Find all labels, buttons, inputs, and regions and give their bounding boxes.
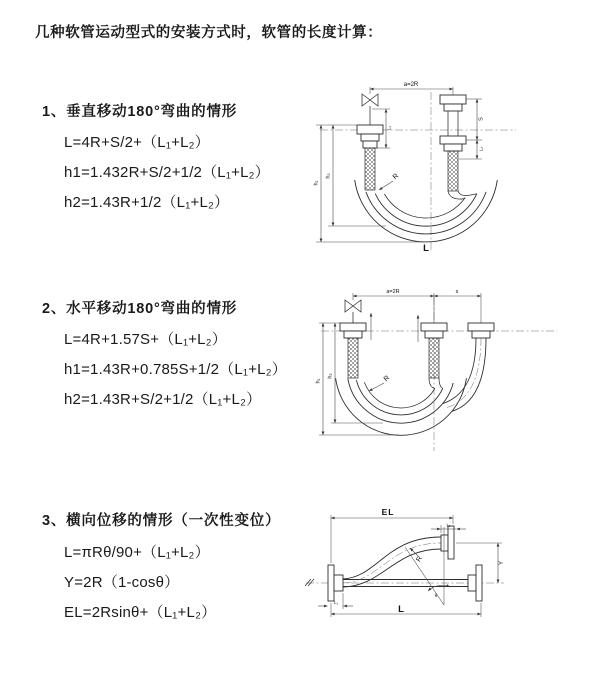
dim-label-l1-top: L₁ (446, 522, 451, 528)
hose-drawing (355, 180, 498, 242)
section1-heading: 1、垂直移动180°弯曲的情形 (42, 104, 238, 120)
section2-formula-h2: h2=1.43R+S/2+1/2（L₁+L₂） (64, 391, 262, 408)
dim-label-R: R (415, 555, 424, 564)
dim-label-a2r: a=2R (386, 289, 400, 295)
dim-label-l1: L₁ (386, 125, 392, 131)
dim-label-h2: h₂ (325, 173, 332, 179)
dim-label-h2: h₂ (327, 373, 334, 379)
right-end-fittings (440, 95, 466, 191)
dim-label-s: s (455, 289, 459, 295)
dim-label-theta: θ (434, 593, 438, 598)
middle-fitting (421, 323, 447, 378)
dim-label-l2: L₂ (478, 146, 484, 152)
centerlines (320, 92, 516, 250)
dim-label-R: R (391, 172, 401, 182)
left-flange (328, 565, 343, 601)
diagram-vertical-180-bend (308, 78, 553, 253)
section2-formula-h1: h1=1.43R+0.785S+1/2（L₁+L₂） (64, 361, 287, 378)
section3-heading: 3、横向位移的情形（一次性变位） (42, 513, 281, 529)
section2-formula-L: L=4R+1.57S+（L₁+L₂） (64, 331, 227, 348)
valve-icon (345, 293, 361, 323)
movement-arrows (371, 313, 418, 342)
left-fitting (340, 323, 366, 378)
section3-formula-L: L=πRθ/90+（L₁+L₂） (64, 544, 210, 561)
radius-callout (369, 375, 391, 391)
dim-label-h1: h₁ (315, 378, 322, 384)
dim-s (434, 289, 481, 296)
diagram-horizontal-180-bend (313, 283, 563, 458)
dim-EL (331, 507, 453, 563)
dim-label-a2r: a=2R (403, 82, 419, 88)
section1-formula-h2: h2=1.43R+1/2（L₁+L₂） (64, 194, 230, 211)
section3-formula-Y: Y=2R（1-cosθ） (64, 574, 180, 591)
section1-formula-h1: h1=1.432R+S/2+1/2（L₁+L₂） (64, 164, 270, 181)
dim-label-el: EL (381, 507, 395, 517)
displaced-position-hose (343, 526, 454, 587)
dim-S (466, 99, 485, 140)
valve-icon (362, 87, 378, 125)
dim-label-l: L (398, 604, 404, 615)
dim-label-l1-left: L₁ (333, 600, 339, 605)
radius-callout (379, 173, 400, 190)
left-end-fitting (357, 125, 383, 190)
break-mark (305, 579, 314, 586)
dim-L1-left (318, 593, 353, 609)
section2-heading: 2、水平移动180°弯曲的情形 (42, 301, 238, 317)
dim-a2r (353, 289, 481, 323)
dim-L (331, 603, 481, 617)
dim-label-s: S (478, 117, 485, 121)
radius-callout (410, 548, 424, 563)
page-title: 几种软管运动型式的安装方式时，软管的长度计算： (35, 25, 383, 41)
dim-label-R: R (382, 374, 392, 384)
dim-a2r (370, 82, 453, 95)
dim-label-y: Y (499, 560, 505, 566)
section3-formula-EL: EL=2Rsinθ+（L₁+L₂） (64, 604, 217, 621)
section1-formula-L: L=4R+S/2+（L₁+L₂） (64, 134, 210, 151)
diagram-lateral-displacement (298, 503, 583, 643)
dim-label-h1: h₁ (313, 180, 320, 186)
right-fitting (468, 323, 494, 338)
dim-label-L: L (423, 243, 429, 254)
